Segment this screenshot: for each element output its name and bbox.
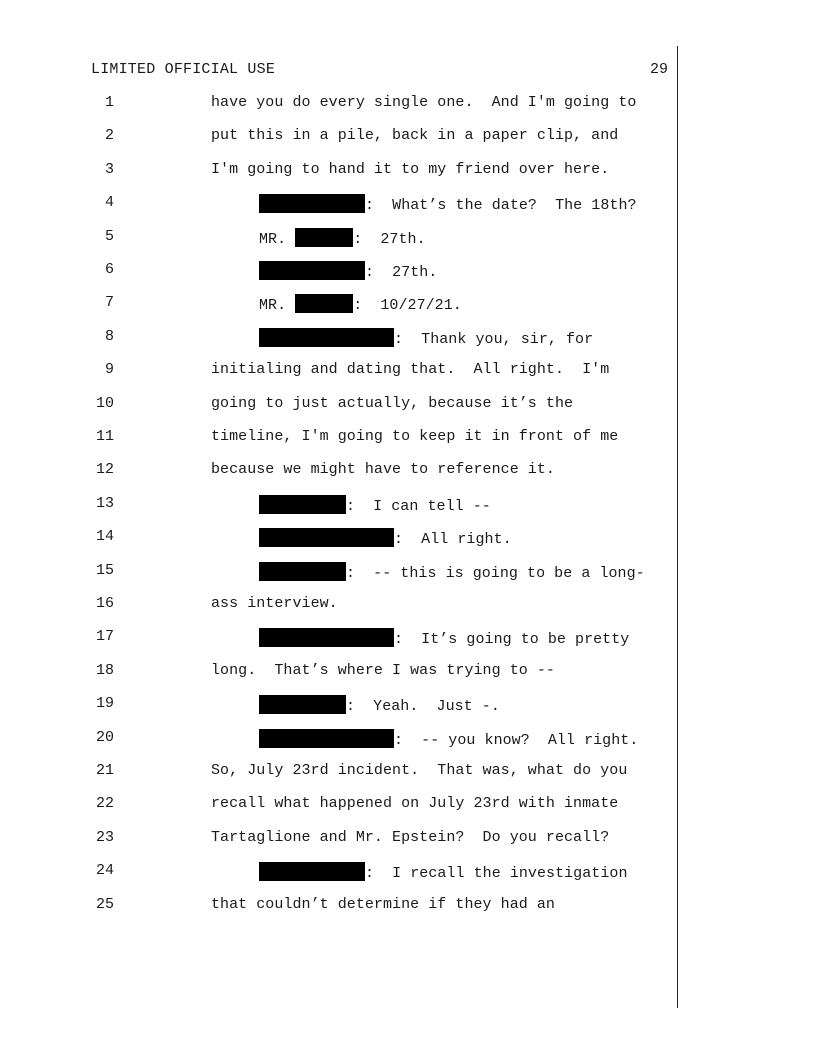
speaker-line-text bbox=[259, 729, 638, 749]
transcript-line bbox=[0, 662, 816, 682]
speaker-line-text bbox=[259, 328, 593, 348]
line-number: 4 bbox=[104, 194, 114, 212]
speaker-line-text bbox=[259, 261, 437, 281]
text-segment: timeline, I'm going to keep it in front of me bbox=[211, 428, 619, 445]
redaction-box bbox=[259, 528, 394, 547]
redaction-box bbox=[259, 862, 365, 881]
line-number: 13 bbox=[95, 494, 114, 512]
text-segment: recall what happened on July 23rd with inmate bbox=[211, 795, 619, 813]
redaction-box bbox=[259, 495, 346, 514]
line-number: 2 bbox=[104, 127, 114, 145]
line-number: 25 bbox=[95, 895, 114, 913]
text-segment: Tartaglione and Mr. Epstein? Do you recall? bbox=[211, 828, 610, 846]
transcript-line bbox=[0, 161, 816, 181]
line-number: 22 bbox=[95, 795, 114, 813]
transcript-line bbox=[0, 395, 816, 415]
line-text bbox=[211, 428, 618, 445]
redaction-box bbox=[259, 695, 346, 714]
line-text bbox=[211, 595, 338, 612]
redaction-box bbox=[259, 562, 346, 581]
transcript-line bbox=[0, 461, 816, 481]
line-number: 1 bbox=[104, 94, 114, 111]
text-segment: that couldn’t determine if they had an bbox=[211, 895, 555, 913]
text-segment: initialing and dating that. All right. I'm bbox=[211, 361, 610, 379]
transcript-line bbox=[0, 762, 816, 782]
text-segment: : -- this is going to be a long- bbox=[346, 564, 645, 582]
redaction-box bbox=[259, 628, 394, 647]
transcript-line bbox=[0, 328, 816, 348]
redaction-box bbox=[259, 194, 365, 213]
text-segment: going to just actually, because it’s the bbox=[211, 394, 574, 412]
transcript-line bbox=[0, 729, 816, 749]
text-segment: : 27th. bbox=[353, 230, 426, 248]
text-segment: : All right. bbox=[394, 531, 512, 549]
line-number: 17 bbox=[95, 628, 114, 646]
transcript-line bbox=[0, 228, 816, 248]
line-number: 5 bbox=[104, 227, 114, 245]
text-segment: : What’s the date? The 18th? bbox=[365, 197, 637, 215]
line-text bbox=[211, 161, 609, 178]
line-text bbox=[211, 762, 627, 779]
speaker-line-text bbox=[259, 194, 637, 214]
transcript-line bbox=[0, 862, 816, 882]
speaker-line-text bbox=[259, 294, 462, 314]
line-number: 18 bbox=[95, 661, 114, 679]
line-number: 3 bbox=[104, 160, 114, 178]
transcript-line bbox=[0, 361, 816, 381]
line-number: 15 bbox=[95, 561, 114, 579]
line-number: 7 bbox=[104, 294, 114, 312]
transcript-line bbox=[0, 194, 816, 214]
transcript-line bbox=[0, 127, 816, 147]
line-text bbox=[211, 94, 636, 111]
transcript-line bbox=[0, 695, 816, 715]
text-segment: because we might have to reference it. bbox=[211, 461, 555, 479]
line-text bbox=[211, 461, 555, 478]
line-text bbox=[211, 795, 618, 812]
speaker-line-text bbox=[259, 495, 491, 515]
transcript-line bbox=[0, 94, 816, 114]
transcript-line bbox=[0, 829, 816, 849]
speaker-line-text bbox=[259, 695, 500, 715]
redaction-box bbox=[259, 328, 394, 347]
text-segment: : I recall the investigation bbox=[365, 865, 628, 883]
transcript-line bbox=[0, 428, 816, 448]
line-number: 19 bbox=[95, 695, 114, 713]
transcript-line bbox=[0, 896, 816, 916]
text-segment: put this in a pile, back in a paper clip, and bbox=[211, 127, 619, 145]
text-segment: MR. bbox=[259, 297, 296, 315]
text-segment: I'm going to hand it to my friend over here. bbox=[211, 160, 610, 178]
text-segment: So, July 23rd incident. That was, what do you bbox=[211, 762, 628, 779]
transcript-line bbox=[0, 628, 816, 648]
redaction-box bbox=[259, 261, 365, 280]
line-number: 9 bbox=[104, 361, 114, 379]
line-number: 21 bbox=[95, 762, 114, 779]
text-segment: : 10/27/21. bbox=[353, 297, 462, 315]
line-number: 24 bbox=[95, 862, 114, 880]
classification-header: LIMITED OFFICIAL USE bbox=[91, 61, 276, 78]
text-segment: : 27th. bbox=[365, 264, 438, 281]
text-segment: : -- you know? All right. bbox=[394, 731, 639, 749]
speaker-line-text bbox=[259, 628, 629, 648]
text-segment: ass interview. bbox=[211, 595, 338, 612]
line-number: 6 bbox=[104, 261, 114, 278]
line-text bbox=[211, 896, 555, 913]
text-segment: : It’s going to be pretty bbox=[394, 631, 630, 649]
text-segment: : Thank you, sir, for bbox=[394, 330, 594, 348]
text-segment: have you do every single one. And I'm going to bbox=[211, 94, 637, 111]
redaction-box bbox=[295, 294, 353, 313]
line-number: 11 bbox=[95, 428, 114, 445]
line-number: 14 bbox=[95, 528, 114, 546]
speaker-line-text bbox=[259, 228, 426, 248]
transcript-line bbox=[0, 562, 816, 582]
transcript-line bbox=[0, 294, 816, 314]
line-number: 8 bbox=[104, 327, 114, 345]
text-segment: : I can tell -- bbox=[346, 497, 491, 515]
transcript-line bbox=[0, 795, 816, 815]
line-number: 10 bbox=[95, 394, 114, 412]
redaction-box bbox=[295, 228, 353, 247]
line-text bbox=[211, 395, 573, 412]
text-segment: long. That’s where I was trying to -- bbox=[211, 661, 555, 679]
page-number: 29 bbox=[649, 61, 668, 78]
transcript-line bbox=[0, 595, 816, 615]
text-segment: MR. bbox=[259, 230, 296, 248]
transcript-line bbox=[0, 528, 816, 548]
line-text bbox=[211, 361, 609, 378]
line-number: 12 bbox=[95, 461, 114, 479]
transcript-line bbox=[0, 495, 816, 515]
speaker-line-text bbox=[259, 528, 512, 548]
line-text bbox=[211, 127, 618, 144]
line-number: 16 bbox=[95, 595, 114, 612]
transcript-line bbox=[0, 261, 816, 281]
line-number: 23 bbox=[95, 828, 114, 846]
line-text bbox=[211, 829, 609, 846]
text-segment: : Yeah. Just -. bbox=[346, 698, 500, 716]
speaker-line-text bbox=[259, 862, 628, 882]
line-text bbox=[211, 662, 555, 679]
line-number: 20 bbox=[95, 728, 114, 746]
redaction-box bbox=[259, 729, 394, 748]
speaker-line-text bbox=[259, 562, 645, 582]
